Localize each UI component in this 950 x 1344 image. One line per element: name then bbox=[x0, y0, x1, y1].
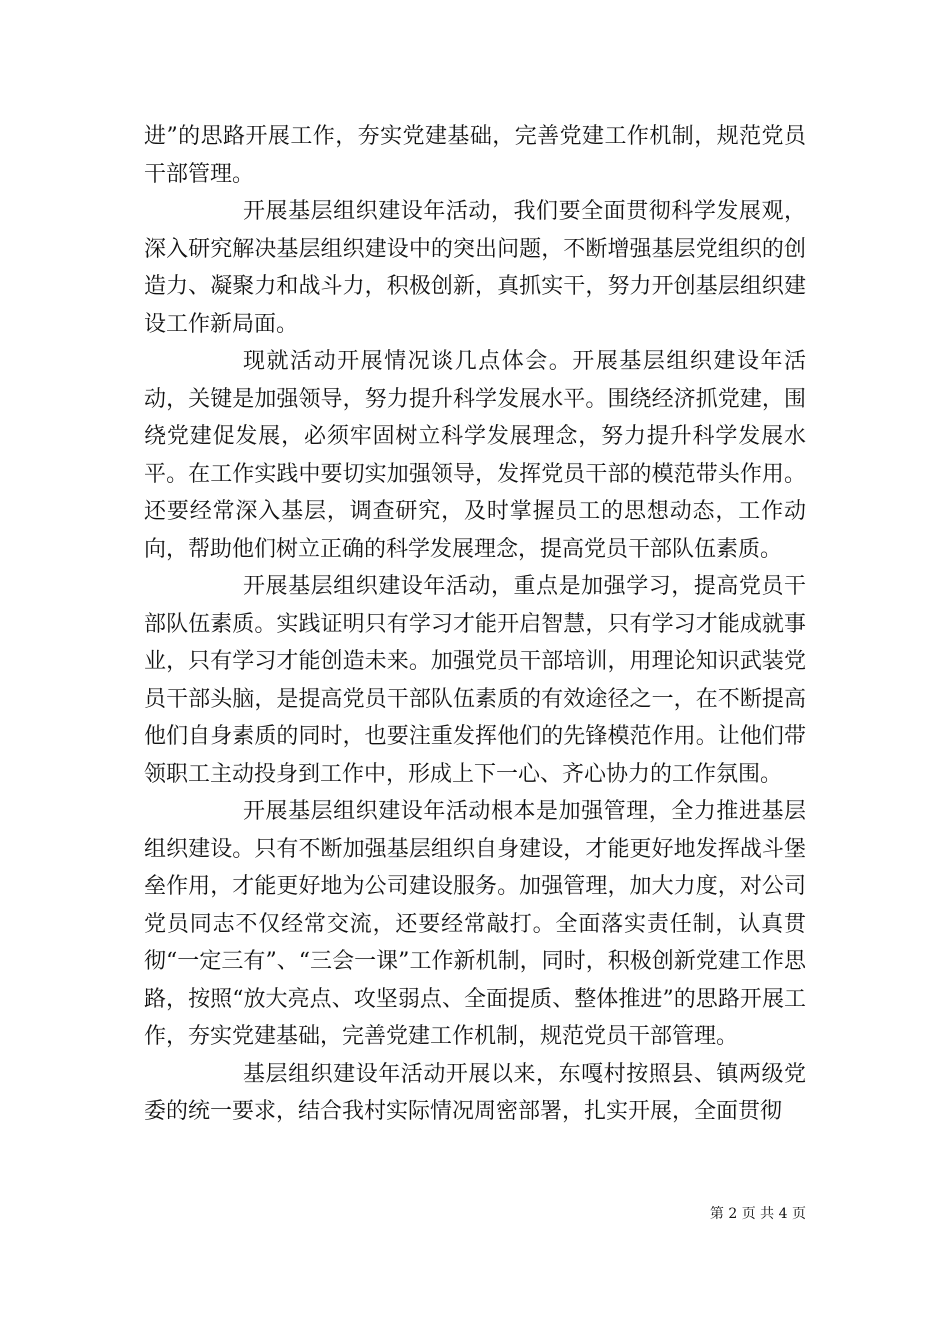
paragraph-3: 现就活动开展情况谈几点体会。开展基层组织建设年活动，关键是加强领导，努力提升科学发展水平。围绕经济抓党建，围绕党建促发展，必须牢固树立科学发展理念，努力提升科学发展水平。在工作实践中要切实加强领导，发挥党员干部的模范带头作用。还要经常深入基层，调查研究，及时掌握员工的思想动态，工作动向，帮助他们树立正确的科学发展理念，提高党员干部队伍素质。 bbox=[144, 349, 806, 562]
paragraph-4: 开展基层组织建设年活动，重点是加强学习，提高党员干部队伍素质。实践证明只有学习才能开启智慧，只有学习才能成就事业，只有学习才能创造未来。加强党员干部培训，用理论知识武装党员干部头脑，是提高党员干部队伍素质的有效途径之一，在不断提高他们自身素质的同时，也要注重发挥他们的先锋模范作用。让他们带领职工主动投身到工作中，形成上下一心、齐心协力的工作氛围。 bbox=[144, 574, 806, 787]
page-number-footer: 第 2 页 共 4 页 bbox=[709, 1206, 806, 1222]
document-body bbox=[144, 118, 806, 1131]
paragraph-5: 开展基层组织建设年活动根本是加强管理，全力推进基层组织建设。只有不断加强基层组织自身建设，才能更好地发挥战斗堡垒作用，才能更好地为公司建设服务。加强管理，加大力度，对公司党员同志不仅经常交流，还要经常敲打。全面落实责任制，认真贯彻“一定三有”、“三会一课”工作新机制，同时，积极创新党建工作思路，按照“放大亮点、攻坚弱点、全面提质、整体推进”的思路开展工作，夯实党建基础，完善党建工作机制，规范党员干部管理。 bbox=[144, 799, 806, 1049]
paragraph-2: 开展基层组织建设年活动，我们要全面贯彻科学发展观，深入研究解决基层组织建设中的突出问题，不断增强基层党组织的创造力、凝聚力和战斗力，积极创新，真抓实干，努力开创基层组织建设工作新局面。 bbox=[144, 199, 806, 337]
paragraph-1: 进”的思路开展工作，夯实党建基础，完善党建工作机制，规范党员干部管理。 bbox=[144, 124, 806, 187]
paragraph-6: 基层组织建设年活动开展以来，东嘎村按照县、镇两级党委的统一要求，结合我村实际情况周密部署，扎实开展，全面贯彻 bbox=[144, 1061, 806, 1124]
